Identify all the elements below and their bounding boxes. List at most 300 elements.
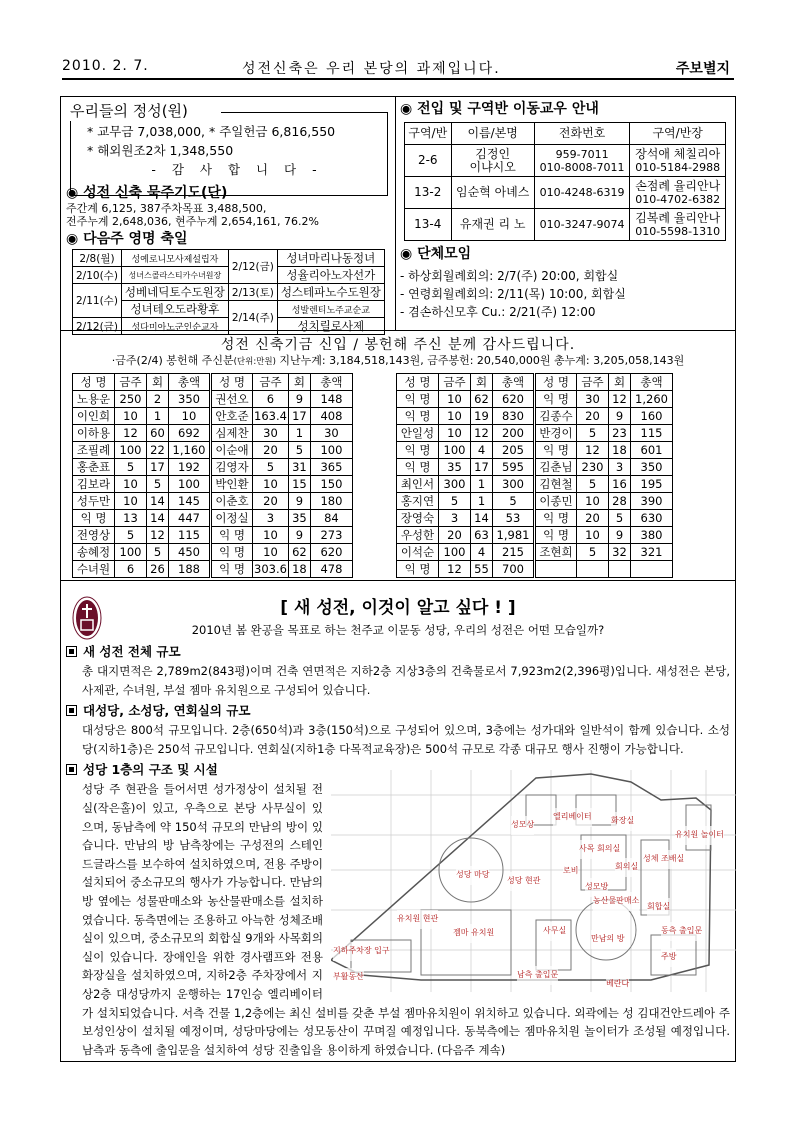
donor-name: 익 명: [397, 459, 439, 476]
week-amount: 10: [253, 527, 289, 544]
count: 4: [471, 442, 493, 459]
column-header: 성 명: [211, 374, 253, 391]
feast-name: 성다미아노군인순교자: [121, 318, 228, 335]
donation-row: [73, 476, 353, 493]
column-header: 금주: [577, 374, 609, 391]
divider: [60, 580, 736, 581]
week-amount: 6: [253, 391, 289, 408]
leader-name: 장석애 체칠리아: [635, 146, 721, 161]
week-amount: 30: [253, 425, 289, 442]
total-amount: 321: [631, 544, 673, 561]
heading-text: 새 성전 전체 규모: [83, 644, 181, 659]
donor-name: 이춘호: [211, 493, 253, 510]
group-meetings: [400, 245, 730, 321]
total-amount: 53: [493, 510, 535, 527]
week-amount: 5: [577, 425, 609, 442]
feast-name: 성스테파노수도원장: [277, 284, 384, 301]
donor-name: 홍지연: [397, 493, 439, 510]
baptismal-name: 이냐시오: [469, 159, 516, 174]
donation-header-row: [73, 374, 353, 391]
week-amount: 5: [439, 493, 471, 510]
total-amount: 300: [493, 476, 535, 493]
zone-cell: 13-2: [405, 177, 452, 209]
week-amount: 300: [439, 476, 471, 493]
leader-name: 손점례 율리안나: [635, 178, 721, 193]
total-amount: 447: [169, 510, 211, 527]
plan-label: 농산물판매소: [593, 892, 639, 911]
unit-note: (단위:만원): [233, 357, 276, 367]
leader-phone: 010-4702-6382: [635, 192, 721, 206]
donation-row: [397, 561, 673, 578]
donor-name: 익 명: [73, 510, 115, 527]
week-amount: 5: [577, 544, 609, 561]
donor-name: 장영숙: [397, 510, 439, 527]
leader-cell: [630, 209, 726, 241]
column-header: 회: [147, 374, 169, 391]
member-name: 유재권 리 노: [459, 217, 526, 231]
donor-name: 수녀원: [73, 561, 115, 578]
week-amount: 20: [577, 408, 609, 425]
donation-row: [73, 442, 353, 459]
count: 9: [288, 527, 310, 544]
prayer-line: 주간계 6,125, 387주차목표 3,488,500,: [66, 202, 267, 215]
section-body: 성당 주 현관을 들어서면 성가정상이 설치될 전실(작은홀)이 있고, 우측으로 본당 사무실이 있으며, 동남측에 약 150석 규모의 만남의 방이 있습니다. 만남의 방 남측창에는 구성전의 스테인드글라스를 보수하여 설치하였으며, 전용 주방이 설치되어 중소규모의 행사가 가능합니다. 만남의 방 옆에는 성물판매소와 농산물판매소를 설치하였습니다. 동측면에는 조용하고 아늑한 성체조배실이 있으며, 중소규모의 회합실 9개와 사목회의실이 있습니다. 장애인을 위한 경사램프와 전용 화장실을 설치하였으며, 지하2층 주차장에서 지상2층 대성당까지 운행하는 17인승 엘리베이터가 설치되었습니다. 서측 건물 1,2층에는 최신 설비를 갖춘 부설 젬마유치원이 위치하고 있습니다. 외곽에는 성 김대건안드레아 주보성인상이 설치될 예정이며, 성당마당에는 성모동산이 꾸며질 예정입니다. 동북측에는 젬마유치원 놀이터가 조성될 예정입니다. 남측과 동측에 출입문을 설치하여 성당 진출입을 용이하게 하였습니다. (다음주 계속): [82, 782, 730, 1057]
transfer-row: [405, 209, 726, 241]
donation-row: [73, 527, 353, 544]
donation-row: [73, 425, 353, 442]
square-bullet-icon: [66, 705, 77, 716]
total-amount: 30: [310, 425, 352, 442]
section-heading: [66, 701, 730, 721]
donation-row: [397, 510, 673, 527]
week-amount: 10: [577, 527, 609, 544]
meeting-item: - 연령회월례회의: 2/11(목) 10:00, 회합실: [400, 287, 626, 301]
plan-label: 사목 회의실: [579, 840, 620, 859]
donor-name: 이정실: [211, 510, 253, 527]
donation-row: [397, 442, 673, 459]
count: 31: [288, 459, 310, 476]
donation-table-right: [396, 373, 673, 578]
leader-cell: [630, 145, 726, 177]
page-header: [62, 56, 734, 80]
week-amount: 13: [115, 510, 147, 527]
count: 5: [609, 510, 631, 527]
feast-date: 2/12(금): [73, 318, 122, 335]
week-amount: 10: [577, 493, 609, 510]
count: 9: [609, 408, 631, 425]
week-amount: 100: [115, 544, 147, 561]
donor-name: 심제찬: [211, 425, 253, 442]
plan-label: 성모상: [511, 816, 534, 835]
total-amount: 205: [493, 442, 535, 459]
week-amount: 100: [115, 442, 147, 459]
plan-label: 성당 마당: [456, 866, 489, 885]
total-amount: 478: [310, 561, 352, 578]
donor-name: 홍춘표: [73, 459, 115, 476]
phone: 959-7011: [555, 147, 609, 161]
donor-name: 익 명: [397, 391, 439, 408]
feast-title: ◉ 다음주 영명 축일: [66, 231, 188, 247]
donation-row: [397, 391, 673, 408]
week-amount: 100: [439, 442, 471, 459]
week-amount: 163.4: [254, 409, 287, 423]
feast-name: 성베네딕토수도원장: [121, 284, 228, 301]
plan-label: 유치원 놀이터: [675, 826, 724, 845]
donor-name: 이종민: [535, 493, 577, 510]
week-amount: 5: [115, 527, 147, 544]
week-amount: [577, 561, 609, 578]
feast-name: 성녀테오도라황후: [121, 301, 228, 318]
week-amount: 303.6: [254, 562, 287, 576]
column-header: 총액: [493, 374, 535, 391]
plan-label: 화장실: [611, 812, 634, 831]
week-amount: 230: [577, 459, 609, 476]
donation-row: [397, 459, 673, 476]
count: 55: [471, 561, 493, 578]
heading-text: 성당 1층의 구조 및 시설: [83, 762, 218, 778]
week-amount: 35: [439, 459, 471, 476]
total-amount: 408: [310, 408, 352, 425]
total-amount: [631, 561, 673, 578]
total-amount: 200: [493, 425, 535, 442]
column-header: 회: [471, 374, 493, 391]
donation-header-row: [397, 374, 673, 391]
donation-row: [73, 493, 353, 510]
count: 3: [609, 459, 631, 476]
feast-name: 성치릴로사제: [277, 318, 384, 335]
count: 9: [288, 493, 310, 510]
week-amount: 10: [439, 408, 471, 425]
divider: [395, 96, 396, 330]
total-amount: 273: [310, 527, 352, 544]
header-title: 성전신축은 우리 본당의 과제입니다.: [242, 61, 501, 77]
count: 18: [288, 561, 310, 578]
donor-name: 익 명: [535, 510, 577, 527]
donor-name: 김종수: [535, 408, 577, 425]
donor-name: 익 명: [535, 391, 577, 408]
plan-label: 만남의 방: [591, 930, 624, 949]
week-amount: 5: [253, 459, 289, 476]
total-amount: 150: [310, 476, 352, 493]
member-name: 김정인: [475, 146, 511, 161]
donor-name: 전영상: [73, 527, 115, 544]
week-amount: 100: [439, 544, 471, 561]
count: 62: [288, 544, 310, 561]
square-bullet-icon: [66, 764, 77, 775]
plan-label: 성체 조배실: [643, 850, 684, 869]
count: 62: [471, 391, 493, 408]
feast-name: 성발렌티노주교순교: [277, 301, 384, 318]
week-amount: 5: [577, 476, 609, 493]
leader-phone: 010-5598-1310: [635, 224, 721, 238]
total-amount: 601: [631, 442, 673, 459]
count: 5: [288, 442, 310, 459]
count: 5: [147, 476, 169, 493]
groups-title: ◉ 단체모임: [400, 246, 472, 262]
week-amount: 12: [577, 442, 609, 459]
donor-name: 김현철: [535, 476, 577, 493]
week-amount: 10: [115, 493, 147, 510]
column-header: 금주: [115, 374, 147, 391]
plan-label: 성당 현관: [507, 872, 540, 891]
total-amount: 620: [493, 391, 535, 408]
phone-cell: [534, 145, 630, 177]
donation-table-left: [72, 373, 353, 578]
prayer-line: 전주누계 2,648,036, 현주누계 2,654,161, 76.2%: [66, 215, 319, 228]
count: 1: [471, 493, 493, 510]
count: 2: [147, 391, 169, 408]
donation-row: [73, 510, 353, 527]
donor-name: 이석순: [397, 544, 439, 561]
count: 14: [471, 510, 493, 527]
section-body-with-plan: [66, 780, 730, 1059]
week-amount: 10: [253, 476, 289, 493]
total-amount: 195: [631, 476, 673, 493]
donor-name: 익 명: [397, 408, 439, 425]
offering-thanks: - 감 사 합 니 다 -: [151, 162, 323, 177]
total-amount: 160: [631, 408, 673, 425]
count: 9: [609, 527, 631, 544]
count: 9: [288, 391, 310, 408]
total-amount: 1,260: [631, 391, 673, 408]
donor-name: 성두만: [73, 493, 115, 510]
week-amount: 10: [253, 544, 289, 561]
article-title: [ 새 성전, 이것이 알고 싶다 ! ]: [280, 598, 516, 618]
donor-name: 안일성: [397, 425, 439, 442]
donor-name: 이하용: [73, 425, 115, 442]
donation-row: [397, 544, 673, 561]
week-amount: 3: [439, 510, 471, 527]
week-amount: 10: [115, 408, 147, 425]
week-amount: 250: [115, 391, 147, 408]
phone: 010-3247-9074: [539, 218, 625, 231]
prayer-section: [66, 184, 391, 248]
count: 26: [147, 561, 169, 578]
count: 15: [288, 476, 310, 493]
donor-name: 최인서: [397, 476, 439, 493]
offering-box: [70, 100, 388, 196]
feast-name: 성예로니모사제설립자: [121, 250, 228, 267]
week-amount: 20: [253, 493, 289, 510]
donor-name: 김춘님: [535, 459, 577, 476]
donor-name: 익 명: [211, 544, 253, 561]
name-cell: [451, 177, 534, 209]
column-header: 구역/반: [405, 123, 452, 145]
donor-name: 익 명: [397, 561, 439, 578]
donation-row: [73, 544, 353, 561]
total-amount: 100: [169, 476, 211, 493]
feast-date: 2/13(토): [228, 284, 277, 301]
count: 14: [147, 493, 169, 510]
total-amount: 145: [169, 493, 211, 510]
feast-name: 성녀스콜라스티카수녀원장: [121, 267, 228, 284]
transfer-row: [405, 145, 726, 177]
count: 12: [471, 425, 493, 442]
donor-name: 노용운: [73, 391, 115, 408]
feast-name: 성녀마리나동정녀: [277, 250, 384, 267]
plan-label: 동측 출입문: [661, 922, 702, 941]
phone: 010-8008-7011: [539, 160, 625, 174]
count: 63: [471, 527, 493, 544]
count: [609, 561, 631, 578]
feast-table: [72, 249, 385, 335]
feast-date: 2/12(금): [228, 250, 277, 284]
total-amount: 215: [493, 544, 535, 561]
column-header: 금주: [253, 374, 289, 391]
name-cell: [451, 209, 534, 241]
donor-name: 조현희: [535, 544, 577, 561]
donor-name: 이순애: [211, 442, 253, 459]
name-cell: [451, 145, 534, 177]
total-amount: 692: [169, 425, 211, 442]
transfer-section: [400, 100, 730, 241]
donor-name: 조필례: [73, 442, 115, 459]
offering-title: 우리들의 정성(원): [70, 100, 194, 121]
count: 17: [288, 408, 310, 425]
column-header: 회: [288, 374, 310, 391]
donor-name: 권선오: [211, 391, 253, 408]
total-amount: 84: [310, 510, 352, 527]
donation-row: [73, 408, 353, 425]
count: 17: [147, 459, 169, 476]
count: 1: [471, 476, 493, 493]
column-header: 구역/반장: [630, 123, 726, 145]
prayer-title: ◉ 성전 신축 묵주기도(단): [66, 185, 228, 201]
donor-name: 익 명: [211, 561, 253, 578]
summary-text: ·금주(2/4) 봉헌해 주신분: [111, 354, 234, 367]
week-amount: 20: [439, 527, 471, 544]
donation-summary: [62, 352, 734, 368]
total-amount: 1,981: [493, 527, 535, 544]
church-logo-icon: [72, 596, 102, 640]
total-amount: 595: [493, 459, 535, 476]
member-name: 임순혁 아녜스: [456, 185, 530, 199]
total-amount: 350: [169, 391, 211, 408]
week-amount: 12: [439, 561, 471, 578]
count: 18: [609, 442, 631, 459]
total-amount: 192: [169, 459, 211, 476]
donation-row: [397, 425, 673, 442]
plan-label: 회합실: [647, 898, 670, 917]
plan-label: 유치원 현관: [397, 910, 438, 929]
count: 23: [609, 425, 631, 442]
week-amount: 12: [115, 425, 147, 442]
feast-name: 성율리아노자선가: [277, 267, 384, 284]
header-date: 2010. 2. 7.: [62, 58, 149, 74]
count: 28: [609, 493, 631, 510]
plan-label: 지하주차장 입구: [333, 942, 390, 961]
plan-label: 사무실: [543, 922, 566, 941]
header-tag: 주보별지: [675, 61, 730, 77]
total-amount: 350: [631, 459, 673, 476]
total-amount: 10: [169, 408, 211, 425]
count: 12: [147, 527, 169, 544]
donor-name: 송혜정: [73, 544, 115, 561]
week-amount: 20: [253, 442, 289, 459]
count: 17: [471, 459, 493, 476]
week-amount: 10: [439, 425, 471, 442]
plan-label: 베란다: [606, 975, 629, 994]
count: 4: [471, 544, 493, 561]
column-header: 성 명: [397, 374, 439, 391]
column-header: 총액: [310, 374, 352, 391]
meeting-item: - 하상회월례회의: 2/7(주) 20:00, 회합실: [400, 269, 619, 283]
week-amount: 5: [115, 459, 147, 476]
total-amount: 100: [310, 442, 352, 459]
count: 16: [609, 476, 631, 493]
phone-cell: [534, 177, 630, 209]
section-body: 대성당은 800석 규모입니다. 2층(650석)과 3층(150석)으로 구성되어 있으며, 3층에는 성가대와 일반석이 함께 있습니다. 소성당(지하1층)은 250석 규모입니다. 연회실(지하1층 다목적교육장)은 500석 규모로 각종 대규모 행사 진행이 가능합니다.: [82, 723, 730, 756]
donation-row: [73, 391, 353, 408]
transfer-table: [404, 122, 726, 241]
donor-name: 익 명: [535, 527, 577, 544]
donor-name: 박인환: [211, 476, 253, 493]
zone-cell: 13-4: [405, 209, 452, 241]
column-header: 회: [609, 374, 631, 391]
plan-label: 로비: [563, 862, 578, 881]
total-amount: 380: [631, 527, 673, 544]
meeting-item: - 겸손하신모후 Cu.: 2/21(주) 12:00: [400, 305, 596, 319]
count: 1: [288, 425, 310, 442]
total-amount: 365: [310, 459, 352, 476]
count: 5: [147, 544, 169, 561]
plan-label: 엘리베이터: [553, 808, 592, 827]
total-amount: 630: [631, 510, 673, 527]
donation-row: [397, 527, 673, 544]
donor-name: 우성한: [397, 527, 439, 544]
donation-row: [397, 476, 673, 493]
column-header: 성 명: [535, 374, 577, 391]
feast-date: 2/8(월): [73, 250, 122, 267]
feast-date: 2/10(수): [73, 267, 122, 284]
week-amount: 10: [439, 391, 471, 408]
column-header: 이름/본명: [451, 123, 534, 145]
total-amount: 115: [169, 527, 211, 544]
square-bullet-icon: [66, 646, 77, 657]
transfer-row: [405, 177, 726, 209]
offering-line: * 해외원조2차 1,348,550: [87, 143, 234, 158]
phone: 010-4248-6319: [539, 186, 625, 199]
leader-phone: 010-5184-2988: [635, 160, 721, 174]
plan-label: 주방: [661, 948, 676, 967]
donor-name: 익 명: [211, 527, 253, 544]
donor-name: 김영자: [211, 459, 253, 476]
total-amount: 1,160: [169, 442, 211, 459]
count: 19: [471, 408, 493, 425]
total-amount: 390: [631, 493, 673, 510]
week-amount: 30: [577, 391, 609, 408]
feast-date: 2/14(주): [228, 301, 277, 335]
phone-cell: [534, 209, 630, 241]
article-subtitle: 2010년 봄 완공을 목표로 하는 천주교 이문동 성당, 우리의 성전은 어떤 모습일까?: [191, 623, 605, 637]
leader-cell: [630, 177, 726, 209]
donor-name: 익 명: [535, 442, 577, 459]
donation-title: 성전 신축기금 신입 / 봉헌해 주신 분께 감사드립니다.: [220, 337, 576, 353]
plan-label: 남측 출입문: [517, 966, 558, 985]
plan-label: 회의실: [615, 858, 638, 877]
count: 1: [147, 408, 169, 425]
donation-row: [397, 408, 673, 425]
donor-name: 이인희: [73, 408, 115, 425]
section-body: 총 대지면적은 2,789m2(843평)이며 건축 연면적은 지하2층 지상3층의 건축물로서 7,923m2(2,396평)입니다. 새성전은 본당, 사제관, 수녀원, 부설 젬마 유치원으로 구성되어 있습니다.: [82, 664, 730, 697]
floor-plan: [331, 770, 736, 992]
count: 35: [288, 510, 310, 527]
section-heading: [66, 642, 730, 662]
total-amount: 148: [310, 391, 352, 408]
column-header: 총액: [631, 374, 673, 391]
column-header: 금주: [439, 374, 471, 391]
count: 12: [609, 391, 631, 408]
